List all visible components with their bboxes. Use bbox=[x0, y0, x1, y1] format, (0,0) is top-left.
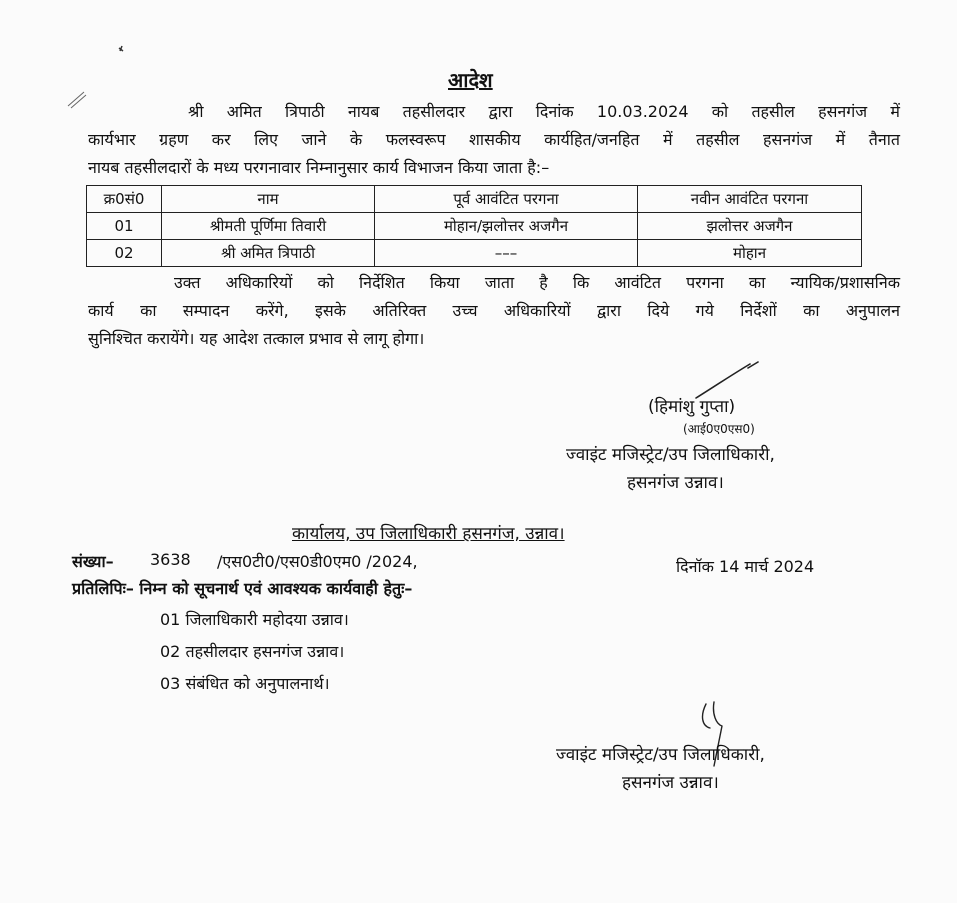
recipient-item: 01 जिलाधिकारी महोदया उन्नाव। bbox=[160, 610, 349, 629]
table-row bbox=[87, 213, 862, 240]
copy-to-label: प्रतिलिपिः– निम्न को सूचनार्थ एवं आवश्यक कार्यवाही हेतुः– bbox=[72, 579, 413, 598]
cell-previous-pargana: मोहान/झलोत्तर अजगैन bbox=[375, 213, 638, 240]
cell-new-pargana: मोहान bbox=[638, 240, 862, 267]
cell-serial: 01 bbox=[87, 213, 162, 240]
reference-code: /एस0टी0/एस0डी0एम0 /2024, bbox=[217, 552, 418, 571]
paragraph-line: उक्त अधिकारियों को निर्देशित किया जाता है कि आवंटित परगना का न्यायिक/प्रशासनिक bbox=[174, 273, 900, 292]
paragraph-line: श्री अमित त्रिपाठी नायब तहसीलदार द्वारा दिनांक 10.03.2024 को तहसील हसनगंज में bbox=[188, 102, 900, 121]
signatory-name: (हिमांशु गुप्ता) bbox=[648, 397, 736, 417]
paragraph-line: सुनिश्चित करायेंगे। यह आदेश तत्काल प्रभाव से लागू होगा। bbox=[88, 329, 425, 348]
paragraph-line: कार्य का सम्पादन करेंगे, इसके अतिरिक्त उच्च अधिकारियों द्वारा दिये गये निर्देशों का अनुपालन bbox=[88, 301, 900, 320]
cell-previous-pargana: ––– bbox=[375, 240, 638, 267]
recipient-item: 02 तहसीलदार हसनगंज उन्नाव। bbox=[160, 642, 345, 661]
table-row bbox=[87, 240, 862, 267]
signatory-place: हसनगंज उन्नाव। bbox=[627, 473, 724, 493]
column-header-new-pargana: नवीन आवंटित परगना bbox=[638, 186, 862, 213]
reference-number-label: संख्या– bbox=[72, 552, 114, 571]
column-header-name: नाम bbox=[162, 186, 375, 213]
order-title: आदेश bbox=[448, 68, 493, 92]
endorsement-signatory-designation: ज्वाइंट मजिस्ट्रेट/उप जिलाधिकारी, bbox=[556, 745, 765, 765]
recipient-item: 03 संबंधित को अनुपालनार्थ। bbox=[160, 674, 330, 693]
column-header-serial: क्र0सं0 bbox=[87, 186, 162, 213]
endorsement-date: दिनॉक 14 मार्च 2024 bbox=[676, 557, 815, 576]
order-paragraph-2 bbox=[88, 269, 900, 353]
signatory-designation: ज्वाइंट मजिस्ट्रेट/उप जिलाधिकारी, bbox=[566, 445, 775, 465]
cell-name: श्री अमित त्रिपाठी bbox=[162, 240, 375, 267]
cell-serial: 02 bbox=[87, 240, 162, 267]
allocation-table bbox=[86, 185, 862, 267]
paragraph-line: नायब तहसीलदारों के मध्य परगनावार निम्नानुसार कार्य विभाजन किया जाता है:– bbox=[88, 158, 550, 177]
signatory-service: (आई0ए0एस0) bbox=[683, 422, 755, 436]
paragraph-line: कार्यभार ग्रहण कर लिए जाने के फलस्वरूप शासकीय कार्यहित/जनहित में तहसील हसनगंज में तैनात bbox=[88, 130, 900, 149]
order-paragraph-1 bbox=[88, 98, 900, 182]
reference-number: 3638 bbox=[150, 550, 191, 569]
endorsement-signatory-place: हसनगंज उन्नाव। bbox=[622, 773, 719, 793]
column-header-previous-pargana: पूर्व आवंटित परगना bbox=[375, 186, 638, 213]
office-heading: कार्यालय, उप जिलाधिकारी हसनगंज, उन्नाव। bbox=[292, 524, 565, 544]
cell-new-pargana: झलोत्तर अजगैन bbox=[638, 213, 862, 240]
cell-name: श्रीमती पूर्णिमा तिवारी bbox=[162, 213, 375, 240]
table-header-row bbox=[87, 186, 862, 213]
